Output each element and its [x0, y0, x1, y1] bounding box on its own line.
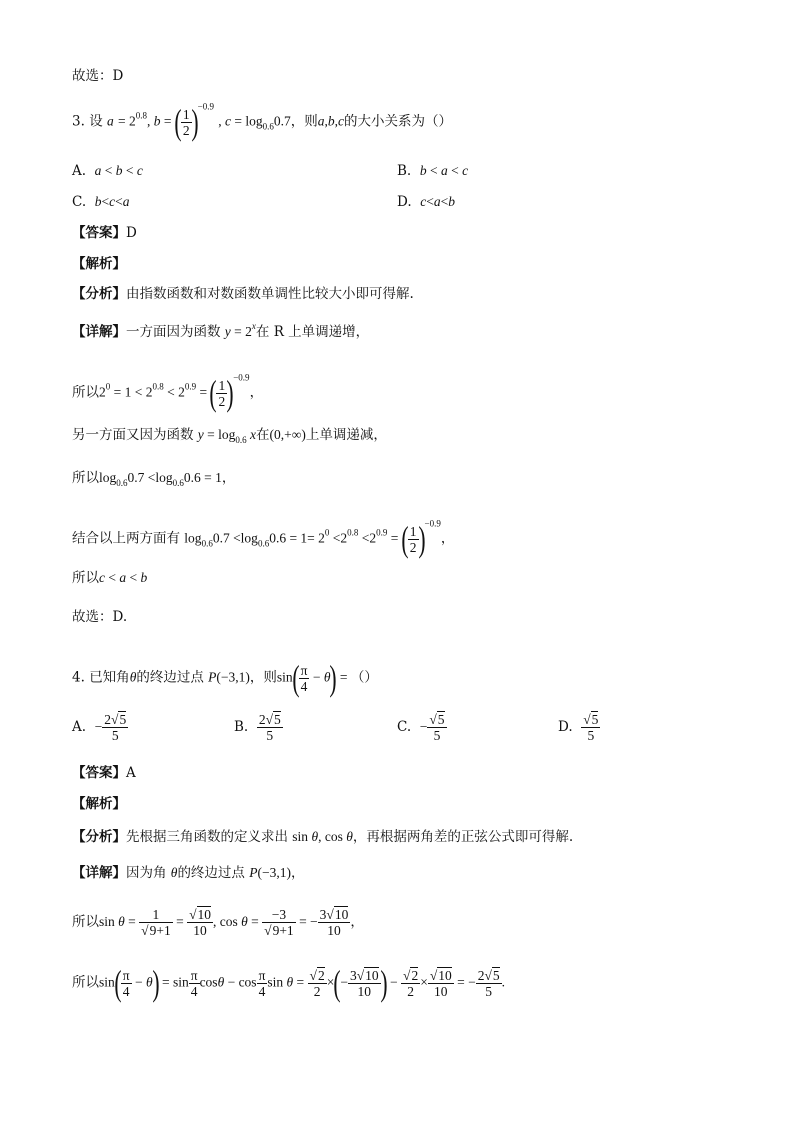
question-4: 4. 已知角θ的终边过点 P(−3,1)，则sin( $\frac{\pi}{4}$ − θ) = （）: [72, 658, 378, 698]
option-a: A. a < b < c: [72, 163, 143, 179]
detail-4-line1: 【详解】因为角 θ的终边过点 P(−3,1)，: [72, 865, 305, 881]
detail-3-line1: 【详解】一方面因为函数 $y = 2^x$在 R 上单调递增，: [72, 321, 370, 340]
detail-4-line2: 所以sin θ = $\frac{1}{√9+1}$ = $\frac{√10}{10}$ , cos θ = $\frac{-3}{√9+1}$ = − $\frac{3√10}{10}$ ，: [72, 907, 364, 938]
guxuan-3: 故选：D.: [72, 609, 128, 625]
detail-3-line6: 所以c < a < b: [72, 570, 148, 586]
option-b: B. b < a < c: [397, 163, 469, 179]
detail-3-line3: 另一方面又因为函数 $y = \log_{0.6} x$在(0,+∞)上单调递减，: [72, 427, 387, 445]
detail-3-line5: 结合以上两方面有 $\log_{0.6}0.7 <\log_{0.6}0.6 = 1= 2^0 <2^{0.8} <2^{0.9}$ = ( $\frac{1}{2}$ )$^{-0.9}$，: [72, 518, 455, 559]
detail-3-line4: 所以$\log_{0.6}0.7 <\log_{0.6}0.6 = 1$，: [72, 470, 236, 488]
detail-3-line2: 所以$2^0 = 1 < 2^{0.8} < 2^{0.9}$ = ( $\frac{1}{2}$ )$^{-0.9}$，: [72, 372, 264, 413]
analysis-label-3: 【解析】: [72, 256, 126, 272]
option-4a: A. − $\frac{2√5}{5}$: [72, 712, 127, 743]
answer-3: 【答案】D: [72, 225, 137, 241]
option-4b: B. $\frac{2√5}{5}$: [234, 712, 281, 743]
question-number: 3.: [72, 113, 85, 130]
question-3: 3. 设 $a = 2^{0.8}$, b = ( $\frac{1}{2}$ )$^{-0.9}$ , $c = \log_{0.6}0.7$，则a,b,c的大小关系为（）: [72, 101, 453, 142]
answer-4: 【答案】A: [72, 765, 136, 781]
option-c: C. b<c<a: [72, 194, 130, 210]
detail-4-line3: 所以sin( $\frac{\pi}{4}$ − θ) = sin $\frac{\pi}{4}$ cosθ − cos $\frac{\pi}{4}$ sin θ = $\frac{√2}{2}$ ×(− $\frac{3√10}{10}$ ) − $\frac{√2}{2}$ × $\frac{√10}{10}$ = − $\frac{2√5}{5}$ .: [72, 963, 506, 1003]
option-4c: C. − $\frac{√5}{5}$: [397, 712, 445, 743]
fenxi-4: 【分析】先根据三角函数的定义求出 sin θ, cos θ，再根据两角差的正弦公式即可得解.: [72, 829, 574, 845]
option-4d: D. $\frac{√5}{5}$: [558, 712, 599, 743]
previous-answer: 故选：D: [72, 68, 124, 84]
fenxi-3: 【分析】由指数函数和对数函数单调性比较大小即可得解.: [72, 286, 414, 302]
analysis-label-4: 【解析】: [72, 796, 126, 812]
option-d: D. c<a<b: [397, 194, 455, 210]
